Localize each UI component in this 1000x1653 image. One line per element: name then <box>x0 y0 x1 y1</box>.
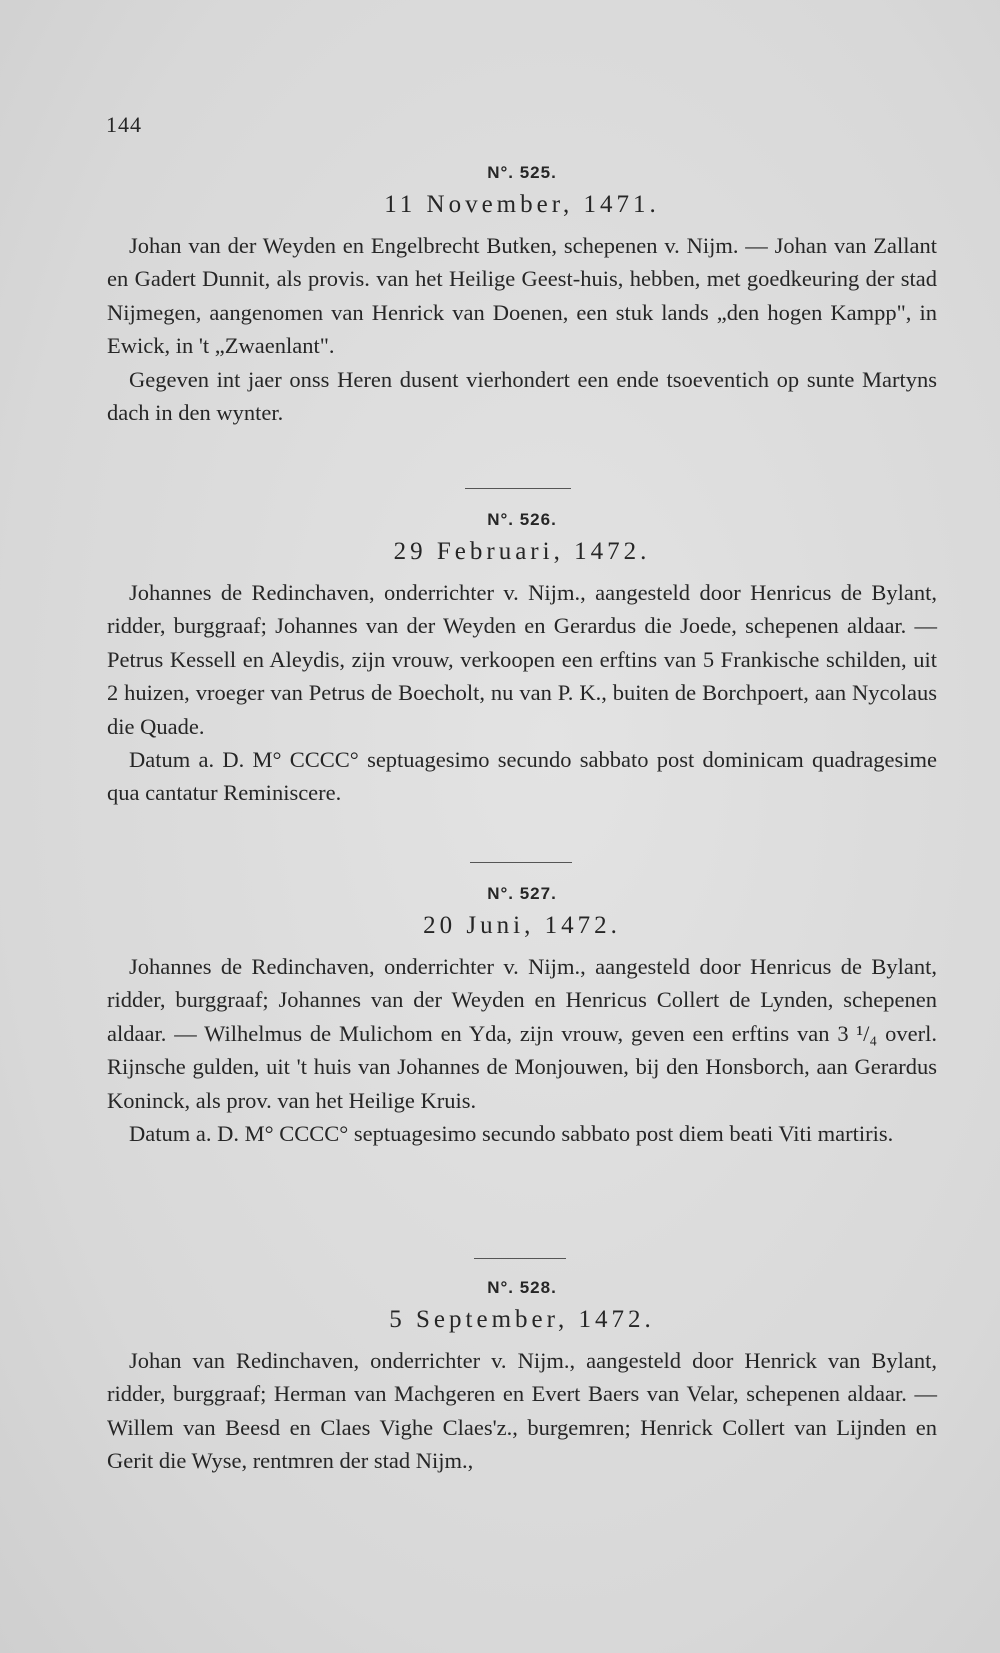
entry-body <box>107 576 937 810</box>
entry-body <box>107 950 937 1150</box>
entry-body <box>107 229 937 429</box>
entry-date: 20 Juni, 1472. <box>423 912 621 939</box>
entry-body <box>107 1344 937 1478</box>
separator-rule <box>474 1258 566 1259</box>
entry-number: N°. 526. <box>487 510 557 529</box>
entry-dating-clause: Datum a. D. M° CCCC° septuagesimo secundo sabbato post diem beati Viti martiris. <box>129 1121 894 1147</box>
entry-date: 11 November, 1471. <box>384 191 660 218</box>
entry-number: N°. 528. <box>487 1278 557 1297</box>
entry-dating-clause: Gegeven int jaer onss Heren dusent vierhondert een ende tsoeventich op sunte Martyns dach in den wynter. <box>107 366 937 426</box>
entry-date: 5 September, 1472. <box>389 1306 655 1333</box>
entry-date: 29 Februari, 1472. <box>393 538 651 565</box>
entry-525 <box>107 163 937 429</box>
entry-summary: Johan van Redinchaven, onderrichter v. Nijm., aangesteld door Henrick van Bylant, ridder, burggraaf; Herman van Machgeren en Evert Baers van Velar, schepenen aldaar. — Willem van Beesd en Claes Vighe Claes'z., burgemren; Henrick Collert van Lijnden en Gerit die Wyse, rentmren der stad Nijm., <box>107 1348 937 1474</box>
entry-526 <box>107 510 937 810</box>
entry-summary: Johannes de Redinchaven, onderrichter v. Nijm., aangesteld door Henricus de Bylant, ridder, burggraaf; Johannes van der Weyden en Henricus Collert de Lynden, schepenen aldaar. — Wilhelmus de Mulichom en Yda, zijn vrouw, geven een erftins van 3 ¹/₄ overl. Rijnsche gulden, uit 't huis van Johannes de Monjouwen, bij den Honsborch, aan Gerardus Koninck, als prov. van het Heilige Kruis. <box>107 954 937 1113</box>
entry-528 <box>107 1278 937 1478</box>
separator-rule <box>470 862 572 863</box>
entry-summary: Johan van der Weyden en Engelbrecht Butken, schepenen v. Nijm. — Johan van Zallant en Gadert Dunnit, als provis. van het Heilige Geest-huis, hebben, met goedkeuring der stad Nijmegen, aangenomen van Henrick van Doenen, een stuk lands „den hogen Kampp", in Ewick, in 't „Zwaenlant". <box>107 233 937 359</box>
entry-number: N°. 525. <box>487 163 557 182</box>
entry-number: N°. 527. <box>487 884 557 903</box>
entry-summary: Johannes de Redinchaven, onderrichter v. Nijm., aangesteld door Henricus de Bylant, ridder, burggraaf; Johannes van der Weyden en Gerardus die Joede, schepenen aldaar. — Petrus Kessell en Aleydis, zijn vrouw, verkoopen een erftins van 5 Frankische schilden, uit 2 huizen, vroeger van Petrus de Boecholt, nu van P. K., buiten de Borchpoert, aan Nycolaus die Quade. <box>107 580 937 739</box>
page-number: 144 <box>106 112 142 137</box>
entry-dating-clause: Datum a. D. M° CCCC° septuagesimo secundo sabbato post dominicam quadragesime qua cantatur Reminiscere. <box>107 747 937 806</box>
entry-527 <box>107 884 937 1150</box>
separator-rule <box>465 488 571 489</box>
